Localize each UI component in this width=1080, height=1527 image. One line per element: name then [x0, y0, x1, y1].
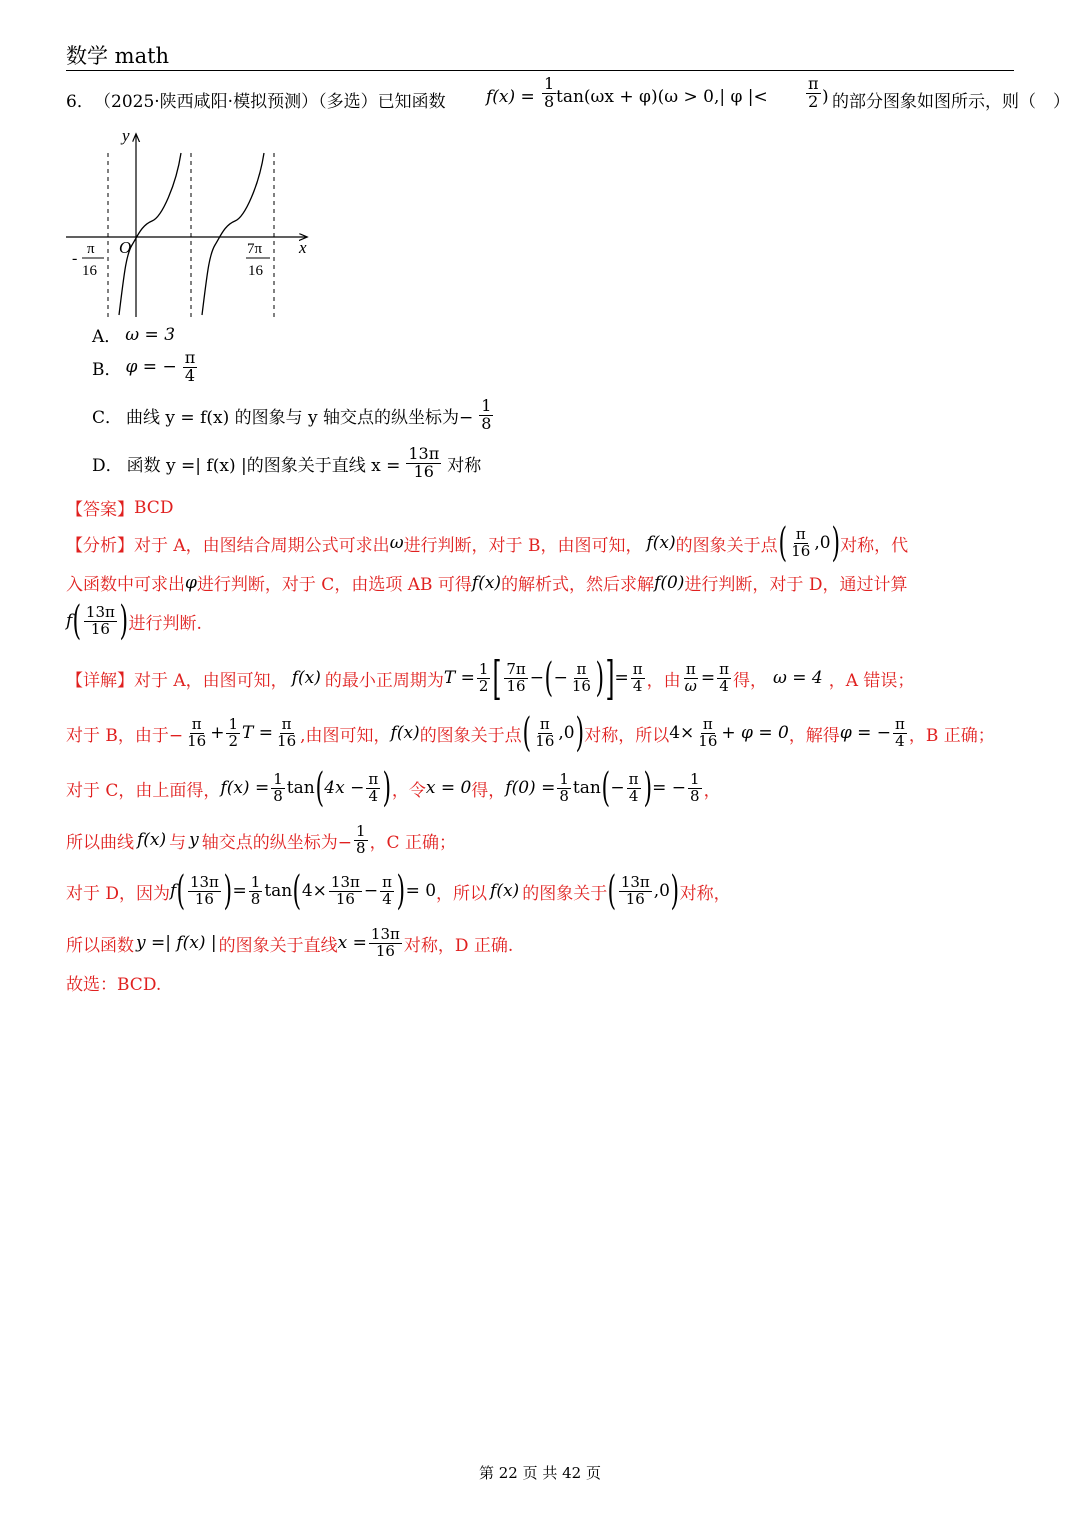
- page-footer: 第 22 页 共 42 页: [478, 1464, 601, 1482]
- text: 入函数中可求出: [66, 575, 185, 595]
- math: f(x): [490, 881, 520, 901]
- fraction-numerator: 1: [690, 769, 700, 788]
- paren: ): [643, 765, 652, 811]
- option-letter: A．: [92, 327, 122, 347]
- fraction-denominator: 8: [356, 838, 366, 857]
- paren: (: [292, 868, 302, 914]
- paren: ): [670, 868, 680, 914]
- math: ,0: [653, 881, 670, 901]
- fraction-numerator: π: [576, 659, 587, 678]
- fraction-numerator: 1: [228, 714, 239, 733]
- math: φ: [185, 572, 197, 593]
- analysis-line-1: [66, 522, 908, 564]
- text: ，所以: [436, 883, 488, 904]
- text: ，B 正确；: [908, 725, 995, 746]
- math: ,0: [558, 723, 575, 743]
- math: 4x −: [324, 778, 365, 798]
- left-tick-denominator: 16: [82, 263, 97, 279]
- paren: (: [544, 655, 554, 701]
- text: 【分析】对于 A，由图结合周期公式可求出: [66, 535, 390, 556]
- fraction-numerator: 7π: [506, 659, 526, 678]
- fraction: [226, 714, 240, 750]
- math: 4×: [669, 723, 695, 743]
- fraction: [366, 769, 380, 805]
- fraction-numerator: 13π: [370, 924, 400, 943]
- fraction-denominator: 4: [368, 786, 379, 805]
- fraction-numerator: π: [539, 714, 550, 733]
- text: 的最小正周期为: [324, 670, 444, 691]
- fraction: [619, 872, 652, 908]
- math: y: [189, 830, 199, 850]
- question-coef-fraction: [542, 76, 556, 111]
- text: 对于 C，由上面得，: [66, 780, 221, 801]
- analysis-line-3: [66, 600, 202, 642]
- math: f: [66, 611, 73, 631]
- text: ，由: [646, 670, 681, 691]
- math: f(0) =: [505, 778, 556, 798]
- paren: (: [601, 765, 610, 811]
- option-text: 曲线 y = f(x) 的图象与 y 轴交点的纵坐标为−: [126, 407, 474, 428]
- math: f(0): [654, 572, 685, 593]
- fraction-numerator: π: [895, 714, 905, 733]
- fraction-numerator: 13π: [408, 444, 440, 463]
- question-func-lhs: f(x) =: [486, 87, 535, 107]
- fraction-numerator: 1: [273, 769, 283, 788]
- fraction-denominator: 8: [481, 413, 492, 433]
- fraction-denominator: 2: [228, 731, 239, 750]
- text: 进行判断.: [128, 613, 202, 634]
- fraction: [84, 602, 117, 638]
- analysis-line-2: [66, 570, 907, 595]
- fraction: [275, 714, 298, 750]
- fraction-denominator: 16: [194, 889, 214, 908]
- paren: ): [223, 868, 233, 914]
- fraction-numerator: 13π: [85, 602, 115, 621]
- fraction: [188, 872, 221, 908]
- fraction-numerator: 1: [356, 821, 366, 840]
- option-a: [92, 322, 175, 347]
- answer-value: BCD: [134, 497, 174, 518]
- question-stem-end: 的部分图象如图所示，则（ ）: [832, 92, 1070, 112]
- x-axis-label: x: [299, 238, 307, 257]
- paren: (: [315, 765, 324, 811]
- paren: ): [831, 520, 840, 566]
- text: ，令: [391, 780, 426, 801]
- fraction: [533, 714, 556, 750]
- detail-line-5: [66, 868, 731, 914]
- text: ，解得: [788, 725, 840, 746]
- math: + φ = 0: [721, 723, 789, 743]
- text: 轴交点的纵坐标为−: [201, 832, 353, 853]
- math: = 0: [405, 881, 437, 901]
- text: 得，: [471, 780, 506, 801]
- math: =: [700, 668, 716, 688]
- fraction: [329, 872, 362, 908]
- fraction: [696, 714, 719, 750]
- fraction-denominator: 2: [478, 676, 489, 695]
- fraction-denominator: 16: [335, 889, 355, 908]
- origin-label: O: [119, 238, 132, 257]
- detail-line-1: [66, 651, 915, 705]
- text: 对称，所以: [584, 725, 670, 746]
- fraction: [354, 821, 368, 857]
- math: φ = −: [839, 723, 892, 743]
- paren: (: [778, 520, 787, 566]
- bracket: ]: [605, 651, 615, 705]
- fraction: [893, 714, 907, 750]
- fraction: [369, 924, 402, 960]
- header-rule: [66, 70, 1014, 71]
- answer-line: [66, 495, 173, 520]
- answer-label: 【答案】: [66, 500, 134, 520]
- option-text: 函数 y =| f(x) |的图象关于直线 x =: [126, 455, 401, 476]
- fraction: [717, 659, 731, 695]
- option-fraction: [183, 350, 198, 385]
- fraction-numerator: π: [184, 348, 196, 367]
- page-header: 数学 math: [66, 44, 170, 68]
- fraction-denominator: 4: [632, 676, 643, 695]
- paren: ): [119, 598, 128, 644]
- question-number: 6．: [66, 92, 94, 112]
- text: 的解析式，然后求解: [501, 575, 655, 595]
- detail-line-6: [66, 920, 513, 966]
- fraction-numerator: 1: [478, 659, 489, 678]
- fraction: [631, 659, 645, 695]
- right-tick-denominator: 16: [248, 263, 263, 279]
- fraction-denominator: 4: [184, 365, 196, 385]
- fraction-denominator: 4: [719, 676, 729, 695]
- text: 的图象关于点: [675, 535, 778, 556]
- option-d: [92, 446, 481, 481]
- fraction-denominator: 8: [559, 786, 569, 805]
- fraction-numerator: 1: [250, 872, 261, 891]
- math: −: [529, 668, 544, 688]
- text: 所以曲线: [66, 832, 134, 853]
- option-fraction: [479, 398, 493, 433]
- question-stem: [66, 74, 1070, 122]
- text: 对称，D 正确.: [403, 935, 514, 956]
- text: ，C 正确；: [369, 832, 456, 853]
- fraction-numerator: π: [191, 714, 202, 733]
- math: =: [614, 668, 629, 688]
- math: x = 0: [425, 778, 472, 798]
- fraction-numerator: 13π: [330, 872, 360, 891]
- math: ,0: [814, 533, 831, 553]
- paren: (: [72, 598, 82, 644]
- paren: ): [396, 868, 406, 914]
- fraction-numerator: π: [368, 769, 379, 788]
- fraction: [504, 659, 527, 695]
- option-c: [92, 398, 495, 433]
- paren: ): [575, 710, 584, 756]
- detail-line-2: [66, 710, 995, 756]
- detail-line-7: [66, 970, 161, 995]
- fraction: [249, 872, 263, 908]
- option-letter: C．: [92, 407, 123, 428]
- fraction-numerator: 13π: [189, 872, 219, 891]
- math: +: [210, 723, 225, 743]
- math: 4×: [301, 881, 327, 901]
- fraction-denominator: 8: [690, 786, 700, 805]
- fraction-numerator: π: [702, 714, 713, 733]
- fraction: [683, 659, 699, 695]
- fraction: [477, 659, 491, 695]
- fraction-numerator: π: [382, 872, 392, 891]
- question-func-tail: ): [822, 87, 829, 107]
- math: f(x) =: [220, 778, 270, 798]
- fraction-numerator: 13π: [620, 872, 650, 891]
- left-tick-numerator: π: [87, 241, 95, 257]
- fraction-denominator: 16: [625, 889, 645, 908]
- fraction-denominator: 8: [273, 786, 283, 805]
- text: 进行判断，对于 D，通过计算: [684, 575, 908, 595]
- fraction-denominator: 8: [544, 91, 555, 111]
- y-axis-label: y: [122, 126, 130, 145]
- fraction-numerator: π: [795, 524, 806, 543]
- fraction-denominator: 16: [571, 676, 591, 695]
- fraction-denominator: 2: [808, 91, 819, 111]
- math: x =: [337, 933, 367, 953]
- fraction: [570, 659, 593, 695]
- fraction-numerator: π: [632, 659, 643, 678]
- fraction-denominator: 16: [375, 941, 395, 960]
- text: 对于 D，因为: [66, 883, 171, 904]
- fraction-denominator: ω: [684, 676, 697, 695]
- fraction-numerator: 1: [544, 74, 555, 93]
- fraction-denominator: 16: [277, 731, 297, 750]
- fraction-denominator: 16: [187, 731, 207, 750]
- option-tail: 对称: [447, 455, 482, 476]
- fraction-denominator: 4: [628, 786, 639, 805]
- math: ω = 4: [772, 668, 823, 688]
- fraction: [380, 872, 394, 908]
- text: 所以函数: [66, 935, 134, 956]
- option-letter: D．: [92, 455, 123, 476]
- math: T =: [242, 723, 274, 743]
- right-tick-numerator: 7π: [247, 241, 263, 257]
- fraction-numerator: 1: [559, 769, 569, 788]
- option-text: φ = −: [125, 357, 177, 378]
- question-source: （2025·陕西咸阳·模拟预测）（多选）已知函数: [94, 92, 446, 112]
- fraction: [627, 769, 641, 805]
- fraction-denominator: 16: [506, 676, 526, 695]
- text: 的图象关于点: [419, 725, 522, 746]
- paren: (: [176, 868, 186, 914]
- bracket: [: [492, 651, 502, 705]
- tangent-branch-2: [202, 153, 264, 315]
- text: ,由图可知，: [300, 725, 391, 746]
- text: 故选：BCD.: [66, 975, 162, 995]
- math: y =| f(x) |: [136, 933, 217, 953]
- fraction-numerator: π: [808, 74, 819, 93]
- detail-line-4: [66, 818, 456, 862]
- question-func-body: tan(ωx + φ)(ω > 0,| φ |<: [556, 87, 768, 107]
- tangent-branch-1: [119, 153, 181, 315]
- tangent-graph: [66, 125, 326, 320]
- text: 的图象关于直线: [218, 935, 338, 956]
- fraction: [185, 714, 208, 750]
- text: ，: [703, 780, 721, 801]
- fraction-numerator: π: [281, 714, 292, 733]
- text: 进行判断，对于 B，由图可知，: [403, 535, 643, 556]
- math: = −: [652, 778, 687, 798]
- text: 【详解】对于 A，由图可知，: [66, 670, 288, 691]
- text: 对称，: [679, 883, 731, 904]
- fraction: [271, 769, 285, 805]
- fraction-denominator: 16: [791, 541, 811, 560]
- paren: ): [595, 655, 605, 701]
- math: ω: [389, 533, 404, 553]
- detail-line-3: [66, 765, 721, 811]
- text: 对于 B，由于−: [66, 725, 184, 746]
- fraction-denominator: 8: [250, 889, 261, 908]
- fraction-numerator: π: [719, 659, 729, 678]
- paren: ): [382, 765, 392, 811]
- fraction-numerator: π: [685, 659, 696, 678]
- fraction-numerator: 1: [481, 396, 492, 415]
- fraction: [557, 769, 571, 805]
- math: f(x): [390, 723, 420, 743]
- text: 进行判断，对于 C，由选项 AB 可得: [196, 575, 472, 595]
- text: 对称，代: [840, 535, 909, 556]
- option-text: ω = 3: [125, 324, 176, 345]
- fraction-denominator: 16: [535, 731, 555, 750]
- fraction-denominator: 16: [90, 619, 110, 638]
- paren: (: [522, 710, 531, 756]
- math: tan: [264, 881, 293, 901]
- fraction-numerator: π: [628, 769, 639, 788]
- fraction: [688, 769, 702, 805]
- question-pi-fraction: [806, 76, 821, 111]
- math: tan: [572, 778, 601, 798]
- fraction: [789, 524, 812, 560]
- text: 得，: [732, 670, 767, 691]
- fraction-denominator: 4: [382, 889, 392, 908]
- text: ，A 错误；: [828, 670, 915, 691]
- left-tick-minus: -: [72, 250, 78, 267]
- fraction-denominator: 16: [413, 461, 434, 481]
- option-b: [92, 350, 199, 385]
- fraction-denominator: 16: [698, 731, 718, 750]
- math: −: [610, 778, 625, 798]
- math: T =: [443, 668, 475, 688]
- math: −: [553, 668, 568, 688]
- paren: (: [607, 868, 617, 914]
- fraction-denominator: 4: [895, 731, 905, 750]
- math: =: [232, 881, 247, 901]
- math: f(x): [291, 668, 321, 688]
- text: 的图象关于: [522, 883, 608, 904]
- option-letter: B．: [92, 359, 122, 380]
- math: f(x): [471, 572, 502, 593]
- text: 与: [169, 832, 187, 853]
- option-fraction: [406, 446, 441, 481]
- math: f: [170, 881, 177, 901]
- math: −: [363, 881, 379, 901]
- math: tan: [286, 778, 315, 798]
- math: f(x): [646, 533, 676, 553]
- math: f(x): [137, 830, 167, 850]
